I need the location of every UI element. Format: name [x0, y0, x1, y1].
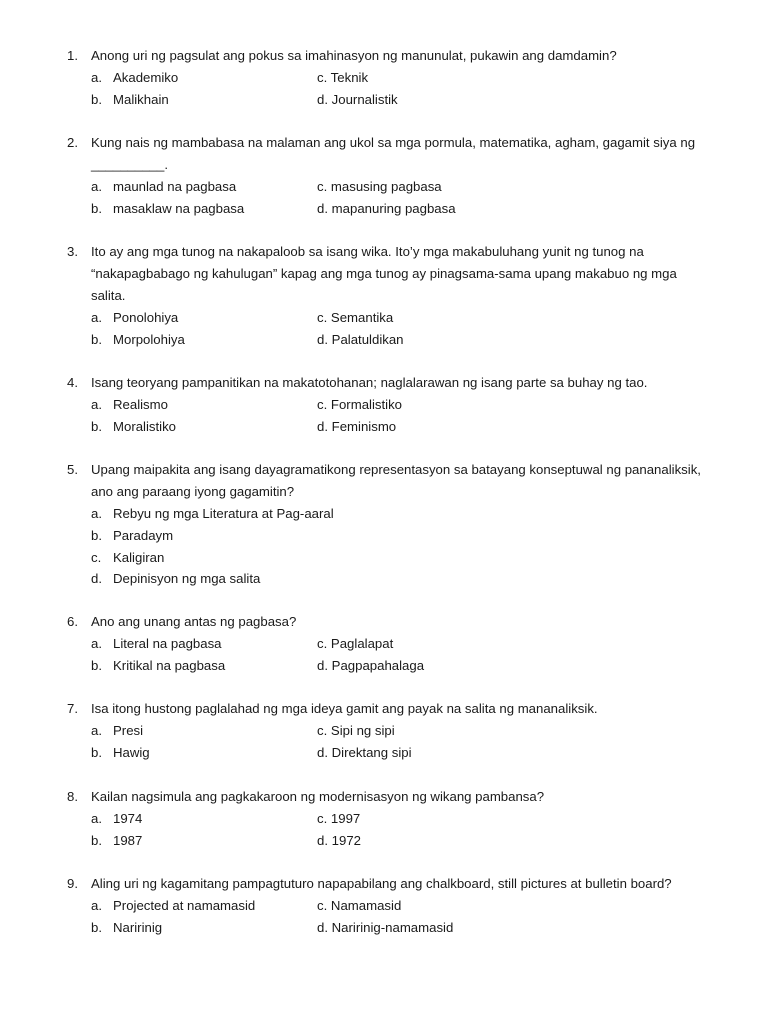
- question-text: Upang maipakita ang isang dayagramatikong representasyon sa batayang konseptuwal ng pananaliksik,: [91, 462, 701, 477]
- option-text: d. mapanuring pagbasa: [317, 200, 456, 216]
- question-line: [0, 132, 768, 154]
- option-row: [0, 307, 768, 329]
- option-text: d. Journalistik: [317, 91, 398, 107]
- question-line: [0, 154, 768, 176]
- question-1: [0, 45, 768, 111]
- option-text: Ponolohiya: [113, 310, 179, 325]
- option-text: Depinisyon ng mga salita: [113, 571, 261, 587]
- option-row: [0, 89, 768, 111]
- option-letter: a.: [91, 70, 102, 85]
- option-letter: b.: [91, 418, 102, 434]
- option-letter: a.: [91, 898, 102, 913]
- question-line: [0, 45, 768, 67]
- option-text: maunlad na pagbasa: [113, 179, 237, 194]
- option-row: [0, 633, 768, 655]
- option-text: Kritikal na pagbasa: [113, 657, 226, 673]
- option-letter: b.: [91, 919, 102, 935]
- option-row: [0, 176, 768, 198]
- option-text: Presi: [113, 723, 144, 738]
- question-8: [0, 786, 768, 852]
- option-letter: a.: [91, 179, 102, 194]
- option-row: [0, 416, 768, 438]
- option-letter: a.: [91, 397, 102, 412]
- option-text: c. masusing pagbasa: [317, 179, 442, 194]
- question-number: 3.: [67, 244, 78, 259]
- question-9: [0, 873, 768, 939]
- option-row: [0, 198, 768, 220]
- question-number: 6.: [67, 614, 78, 629]
- question-number: 9.: [67, 876, 78, 891]
- question-text: ano ang paraang iyong gagamitin?: [91, 484, 295, 499]
- option-text: c. Teknik: [317, 70, 369, 85]
- option-text: c. Namamasid: [317, 898, 402, 913]
- question-number: 8.: [67, 789, 78, 804]
- option-letter: b.: [91, 832, 102, 848]
- option-text: Naririnig: [113, 919, 163, 935]
- question-6: [0, 611, 768, 677]
- question-text: Kailan nagsimula ang pagkakaroon ng modernisasyon ng wikang pambansa?: [91, 789, 545, 804]
- question-text: __________.: [91, 157, 169, 172]
- option-letter: a.: [91, 723, 102, 738]
- question-line: [0, 241, 768, 263]
- option-text: Akademiko: [113, 70, 179, 85]
- question-line: [0, 786, 768, 808]
- question-number: 1.: [67, 48, 78, 63]
- option-text: Morpolohiya: [113, 331, 185, 347]
- question-number: 5.: [67, 462, 78, 477]
- option-letter: a.: [91, 811, 102, 826]
- option-letter: c.: [91, 549, 102, 565]
- option-row: [0, 525, 768, 547]
- option-text: 1974: [113, 811, 143, 826]
- option-letter: b.: [91, 744, 102, 760]
- option-row: [0, 547, 768, 569]
- option-text: Paradaym: [113, 527, 174, 543]
- option-row: [0, 895, 768, 917]
- option-row: [0, 568, 768, 590]
- option-letter: b.: [91, 91, 102, 107]
- question-line: [0, 285, 768, 307]
- option-text: c. Semantika: [317, 310, 394, 325]
- option-text: d. Feminismo: [317, 418, 397, 434]
- option-letter: a.: [91, 636, 102, 651]
- option-row: [0, 67, 768, 89]
- question-text: Anong uri ng pagsulat ang pokus sa imahinasyon ng manunulat, pukawin ang damdamin?: [91, 48, 617, 63]
- question-line: [0, 698, 768, 720]
- question-4: [0, 372, 768, 438]
- option-row: [0, 917, 768, 939]
- question-line: [0, 873, 768, 895]
- option-text: 1987: [113, 832, 143, 848]
- option-text: d. Palatuldikan: [317, 331, 404, 347]
- option-letter: b.: [91, 331, 102, 347]
- question-2: [0, 132, 768, 220]
- question-number: 2.: [67, 135, 78, 150]
- option-text: Realismo: [113, 397, 168, 412]
- question-number: 4.: [67, 375, 78, 390]
- question-line: [0, 372, 768, 394]
- question-text: Isa itong hustong paglalahad ng mga ideya gamit ang payak na salita ng mananaliksik.: [91, 701, 598, 716]
- option-letter: b.: [91, 657, 102, 673]
- question-text: Ito ay ang mga tunog na nakapaloob sa isang wika. Ito’y mga makabuluhang yunit ng tunog na: [91, 244, 644, 259]
- option-letter: a.: [91, 310, 102, 325]
- option-row: [0, 808, 768, 830]
- option-text: d. Naririnig-namamasid: [317, 919, 454, 935]
- option-letter: b.: [91, 527, 102, 543]
- question-text: Aling uri ng kagamitang pampagtuturo napapabilang ang chalkboard, still pictures at bulletin board?: [91, 876, 672, 891]
- option-text: d. Pagpapahalaga: [317, 657, 425, 673]
- question-line: [0, 611, 768, 633]
- option-row: [0, 742, 768, 764]
- question-7: [0, 698, 768, 764]
- question-number: 7.: [67, 701, 78, 716]
- question-text: Isang teoryang pampanitikan na makatotohanan; naglalarawan ng isang parte sa buhay ng tao.: [91, 375, 648, 390]
- option-row: [0, 503, 768, 525]
- question-line: [0, 481, 768, 503]
- option-text: Rebyu ng mga Literatura at Pag-aaral: [113, 506, 334, 521]
- option-text: c. 1997: [317, 811, 361, 826]
- option-text: Hawig: [113, 744, 150, 760]
- question-text: Kung nais ng mambabasa na malaman ang ukol sa mga pormula, matematika, agham, gagamit siya ng: [91, 135, 696, 150]
- option-row: [0, 329, 768, 351]
- option-row: [0, 394, 768, 416]
- option-text: Projected at namamasid: [113, 898, 256, 913]
- option-letter: d.: [91, 571, 102, 587]
- option-row: [0, 830, 768, 852]
- option-text: Kaligiran: [113, 549, 165, 565]
- question-line: [0, 459, 768, 481]
- option-text: c. Formalistiko: [317, 397, 402, 412]
- option-text: masaklaw na pagbasa: [113, 200, 245, 216]
- option-text: Moralistiko: [113, 418, 177, 434]
- question-text: salita.: [91, 288, 126, 303]
- option-text: d. Direktang sipi: [317, 744, 412, 760]
- option-text: c. Sipi ng sipi: [317, 723, 395, 738]
- option-letter: a.: [91, 506, 102, 521]
- option-text: d. 1972: [317, 832, 361, 848]
- option-row: [0, 655, 768, 677]
- question-text: Ano ang unang antas ng pagbasa?: [91, 614, 297, 629]
- question-5: [0, 459, 768, 590]
- option-row: [0, 720, 768, 742]
- question-line: [0, 263, 768, 285]
- option-text: Literal na pagbasa: [113, 636, 222, 651]
- option-letter: b.: [91, 200, 102, 216]
- option-text: c. Paglalapat: [317, 636, 394, 651]
- question-text: “nakapagbabago ng kahulugan” kapag ang mga tunog ay pinagsama-sama upang makabuo ng mga: [91, 266, 677, 281]
- question-3: [0, 241, 768, 351]
- option-text: Malikhain: [113, 91, 169, 107]
